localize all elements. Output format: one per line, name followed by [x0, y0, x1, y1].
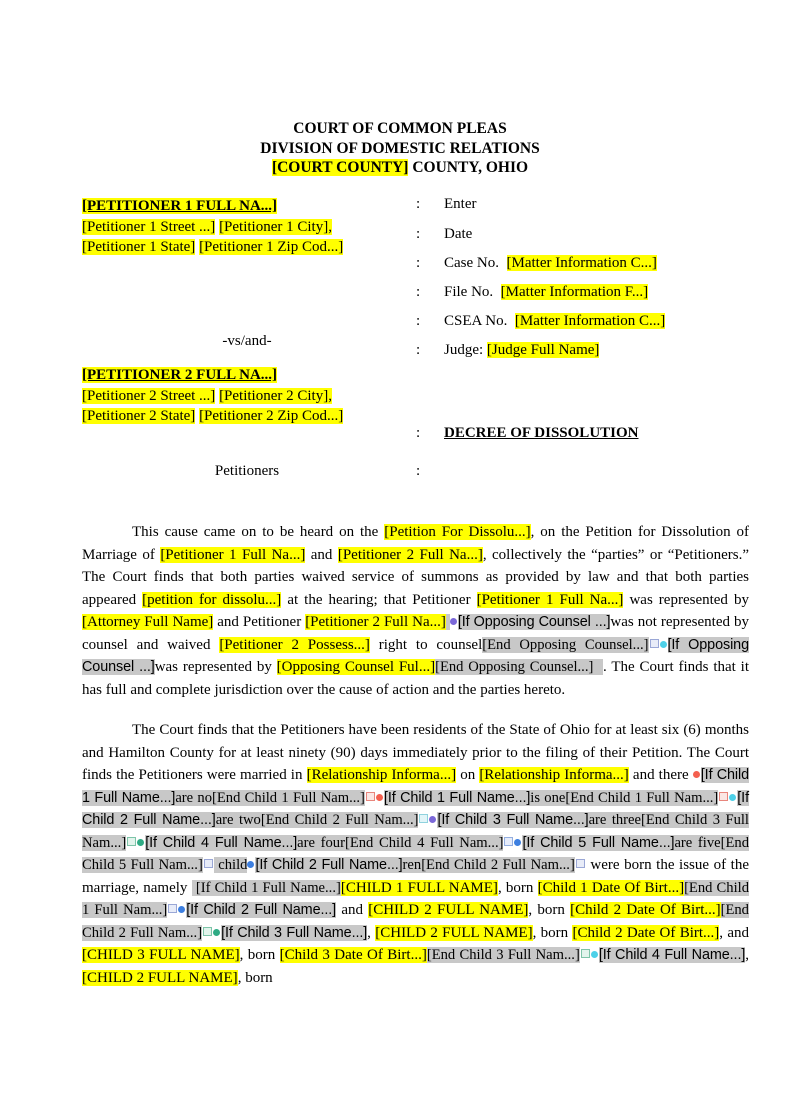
and-text-2: , and	[719, 924, 749, 941]
file-no-row	[444, 284, 648, 301]
end-opposing-counsel-tag-2[interactable]: [End Opposing Counsel...]	[435, 659, 594, 675]
petitioner2-name-field[interactable]: [PETITIONER 2 FULL NA...]	[82, 367, 278, 383]
are-five-text: are five	[674, 834, 721, 851]
heading-line-county	[0, 158, 800, 178]
if-child4-tag-b[interactable]: [If Child 4 Full Name...]	[598, 947, 746, 963]
petition-for-dissolution-field[interactable]: [Petition For Dissolu...]	[384, 524, 531, 540]
if-child4-tag-a[interactable]: [If Child 4 Full Name...]	[145, 834, 298, 851]
condition-square-icon	[576, 859, 585, 868]
condition-bullet-icon	[591, 951, 598, 958]
p1-text-7: and Petitioner	[213, 614, 306, 630]
petitioner1-street-row	[82, 217, 412, 238]
born-text-5: , born	[237, 969, 273, 986]
csea-no-label: CSEA No.	[444, 313, 508, 329]
heading-line-court: COURT OF COMMON PLEAS	[293, 120, 507, 137]
comma-text-1: ,	[367, 924, 376, 941]
csea-no-field[interactable]: [Matter Information C...]	[514, 313, 666, 329]
petitioner1-name-field[interactable]: [PETITIONER 1 FULL NA...]	[82, 198, 278, 214]
comma-text-2: ,	[745, 947, 749, 963]
condition-bullet-icon	[450, 618, 457, 625]
end-child5-tag-a[interactable]: [End Child 5 Full Nam...]	[82, 834, 749, 873]
are-three-text: are three	[588, 812, 641, 828]
paragraph-residency-children	[82, 719, 749, 989]
court-county-field[interactable]: [COURT COUNTY]	[271, 159, 409, 176]
p1-petition-dissolution-field[interactable]: [petition for dissolu...]	[142, 591, 282, 608]
p1-petitioner2-field[interactable]: [Petitioner 2 Full Na...]	[337, 546, 483, 563]
attorney-full-name-field[interactable]: [Attorney Full Name]	[82, 614, 214, 630]
child-word-text: child	[213, 857, 248, 873]
petitioner2-city-field[interactable]: [Petitioner 2 City]	[219, 387, 329, 404]
petitioner1-block	[82, 196, 412, 258]
date-label: Date	[444, 226, 473, 242]
child1-dob-field[interactable]: [Child 1 Date Of Birt...]	[537, 879, 685, 896]
if-child3-tag-a[interactable]: [If Child 3 Full Name...]	[437, 812, 589, 828]
p2-text-3: and there	[628, 767, 693, 783]
end-child3-tag-a[interactable]: [End Child 3 Full Nam...]	[82, 812, 749, 851]
case-no-label: Case No.	[444, 255, 499, 271]
judge-label: Judge:	[444, 342, 484, 358]
end-child1-tag-c[interactable]: [End Child 1 Full Nam...]	[82, 879, 749, 918]
if-child2-tag-a[interactable]: [If Child 2 Full Name...]	[82, 789, 749, 828]
petitioner2-state-field[interactable]: [Petitioner 2 State]	[82, 408, 196, 424]
condition-bullet-icon	[729, 794, 736, 801]
petitioner2-comma: ,	[328, 387, 332, 404]
petitioner1-city-field[interactable]: [Petitioner 1 City]	[219, 218, 329, 235]
child2-dob-field-a[interactable]: [Child 2 Date Of Birt...]	[570, 902, 721, 918]
condition-bullet-icon	[178, 906, 185, 913]
condition-bullet-icon	[213, 929, 220, 936]
child1-full-name-field[interactable]: [CHILD 1 FULL NAME]	[340, 879, 498, 896]
condition-bullet-icon	[660, 641, 667, 648]
condition-bullet-icon	[376, 794, 383, 801]
p1-text-10: was represented by	[154, 659, 277, 675]
condition-square-icon	[719, 792, 728, 801]
p1-petitioner1-field[interactable]: [Petitioner 1 Full Na...]	[160, 546, 306, 563]
judge-row	[444, 342, 599, 359]
p2-text-1: The Court finds that the Petitioners have been residents of the State of Ohio for at least six (6) months and Hamilton County for at least ninety (90) days immediately prior to the filing of their Petition. The Court finds the Petitioners were married in	[82, 722, 749, 783]
csea-no-row	[444, 313, 665, 330]
colon-judge: :	[416, 342, 421, 358]
end-child1-tag-b[interactable]: [End Child 1 Full Nam...]	[565, 789, 719, 806]
decree-title: DECREE OF DISSOLUTION	[444, 425, 639, 441]
condition-square-icon	[203, 927, 212, 936]
condition-bullet-icon	[429, 816, 436, 823]
petitioner2-state-row	[82, 406, 412, 427]
p1-petitioner1-field-2[interactable]: [Petitioner 1 Full Na...]	[476, 591, 624, 608]
p1-text-8: was not represented by counsel and waived	[82, 614, 749, 653]
decree-title-row	[444, 425, 639, 442]
p1-text-3: and	[305, 546, 338, 563]
end-child3-tag-b[interactable]: [End Child 3 Full Nam...]	[426, 947, 580, 963]
condition-bullet-icon	[693, 771, 700, 778]
born-text-1: , born	[497, 879, 538, 896]
born-text-3: , born	[532, 924, 573, 941]
condition-square-icon	[419, 814, 428, 823]
tag-gap-2	[593, 659, 603, 675]
case-no-row	[444, 255, 657, 272]
p1-text-9: right to counsel	[369, 636, 483, 653]
child2-full-name-field-c[interactable]: [CHILD 2 FULL NAME]	[82, 969, 238, 986]
child3-dob-field[interactable]: [Child 3 Date Of Birt...]	[279, 947, 427, 963]
if-child1-tag-a[interactable]: [If Child 1 Full Name...]	[82, 767, 750, 806]
petitioner1-state-field[interactable]: [Petitioner 1 State]	[82, 239, 196, 255]
are-no-text: are no	[175, 789, 213, 806]
condition-square-icon	[366, 792, 375, 801]
and-text-1: and	[336, 902, 369, 918]
petitioner2-zip-field[interactable]: [Petitioner 2 Zip Cod...]	[199, 408, 344, 424]
born-text-4: , born	[239, 947, 280, 963]
document-heading	[0, 119, 800, 178]
child3-full-name-field[interactable]: [CHILD 3 FULL NAME]	[82, 947, 240, 963]
petitioner2-possessive-field[interactable]: [Petitioner 2 Possess...]	[219, 636, 370, 653]
born-text-2: , born	[528, 902, 571, 918]
if-child1-tag-c[interactable]: [If Child 1 Full Name...]	[195, 879, 341, 896]
petitioner1-state-row	[82, 237, 412, 258]
condition-square-icon	[650, 639, 659, 648]
file-no-field[interactable]: [Matter Information F...]	[500, 284, 649, 300]
if-child3-tag-b[interactable]: [If Child 3 Full Name...]	[221, 924, 368, 941]
end-child2-tag-c[interactable]: [End Child 2 Full Nam...]	[82, 902, 749, 941]
petitioner2-name-row	[82, 365, 412, 386]
p1-text-2: , on the Petition for Dissolution of Marriage of	[82, 524, 749, 563]
if-child2-tag-c[interactable]: [If Child 2 Full Name...]	[186, 902, 337, 918]
end-child4-tag-a[interactable]: [End Child 4 Full Nam...]	[344, 834, 504, 851]
case-no-field[interactable]: [Matter Information C...]	[506, 255, 657, 271]
p2-text-2: on	[456, 767, 480, 783]
p1-text-1: This cause came on to be heard on the	[132, 524, 385, 540]
if-child1-tag-b[interactable]: [If Child 1 Full Name...]	[383, 789, 531, 806]
p1-text-5: at the hearing; that Petitioner	[281, 591, 477, 608]
heading-line-division: DIVISION OF DOMESTIC RELATIONS	[260, 139, 540, 157]
condition-bullet-icon	[514, 839, 521, 846]
p2-text-4: were born the issue of the marriage, namely	[82, 857, 749, 896]
colon-date: :	[416, 226, 421, 242]
colon-decree: :	[416, 425, 421, 441]
colon-csea-no: :	[416, 313, 421, 329]
ren-text: ren	[402, 857, 422, 873]
condition-bullet-icon	[247, 861, 254, 868]
relationship-info-field-1[interactable]: [Relationship Informa...]	[306, 767, 457, 783]
petitioner2-street-row	[82, 386, 412, 407]
condition-square-icon	[204, 859, 213, 868]
are-four-text: are four	[297, 834, 345, 851]
p1-text-6: was represented by	[623, 591, 749, 608]
petitioner1-name-row	[82, 196, 412, 217]
condition-square-icon	[168, 904, 177, 913]
colon-file-no: :	[416, 284, 421, 300]
colon-enter: :	[416, 196, 421, 212]
if-child2-tag-b[interactable]: [If Child 2 Full Name...]	[255, 857, 403, 873]
petitioner2-block	[82, 365, 412, 427]
child2-dob-field-b[interactable]: [Child 2 Date Of Birt...]	[572, 924, 720, 941]
paragraph-jurisdiction	[82, 521, 749, 701]
versus-label: -vs/and-	[222, 333, 272, 349]
judge-field[interactable]: [Judge Full Name]	[486, 342, 600, 358]
condition-square-icon	[581, 949, 590, 958]
relationship-info-field-2[interactable]: [Relationship Informa...]	[479, 767, 629, 783]
if-child5-tag-a[interactable]: [If Child 5 Full Name...]	[522, 834, 675, 851]
colon-case-no: :	[416, 255, 421, 271]
document-body	[82, 521, 749, 1007]
petitioner1-zip-field[interactable]: [Petitioner 1 Zip Cod...]	[199, 239, 344, 255]
child2-full-name-field-a[interactable]: [CHILD 2 FULL NAME]	[368, 902, 529, 918]
petitioner1-street-field[interactable]: [Petitioner 1 Street ...]	[82, 218, 216, 235]
opposing-counsel-full-field[interactable]: [Opposing Counsel Ful...]	[276, 659, 436, 675]
colon-petitioners: :	[416, 463, 421, 479]
condition-bullet-icon	[137, 839, 144, 846]
heading-county-suffix: COUNTY, OHIO	[408, 159, 529, 176]
condition-square-icon	[504, 837, 513, 846]
end-child1-tag-a[interactable]: [End Child 1 Full Nam...]	[212, 789, 365, 806]
is-one-text: is one	[530, 789, 566, 806]
file-no-label: File No.	[444, 284, 494, 300]
if-opposing-counsel-tag-2[interactable]: [If Opposing Counsel ...]	[82, 636, 749, 675]
if-opposing-counsel-tag-1[interactable]: [If Opposing Counsel ...]	[457, 614, 611, 630]
petitioners-label: Petitioners	[214, 463, 280, 479]
end-child2-tag-b[interactable]: [End Child 2 Full Nam...]	[421, 857, 575, 873]
child2-full-name-field-b[interactable]: [CHILD 2 FULL NAME]	[375, 924, 533, 941]
end-opposing-counsel-tag-1[interactable]: [End Opposing Counsel...]	[482, 636, 649, 653]
petitioner1-comma: ,	[328, 218, 332, 235]
p1-petitioner2-field-2[interactable]: [Petitioner 2 Full Na...]	[305, 614, 446, 630]
are-two-text: are two	[215, 812, 261, 828]
condition-square-icon	[127, 837, 136, 846]
p1-text-11: . The Court finds that it has full and complete jurisdiction over the cause of action and the parties hereto.	[82, 659, 750, 698]
end-child2-tag-a[interactable]: [End Child 2 Full Nam...]	[260, 812, 419, 828]
enter-label: Enter	[444, 196, 477, 212]
petitioner2-street-field[interactable]: [Petitioner 2 Street ...]	[82, 387, 216, 404]
p1-text-4: , collectively the “parties” or “Petitioners.” The Court finds that both parties waived service of summons as provided by law and that both parties appeared	[82, 546, 749, 608]
